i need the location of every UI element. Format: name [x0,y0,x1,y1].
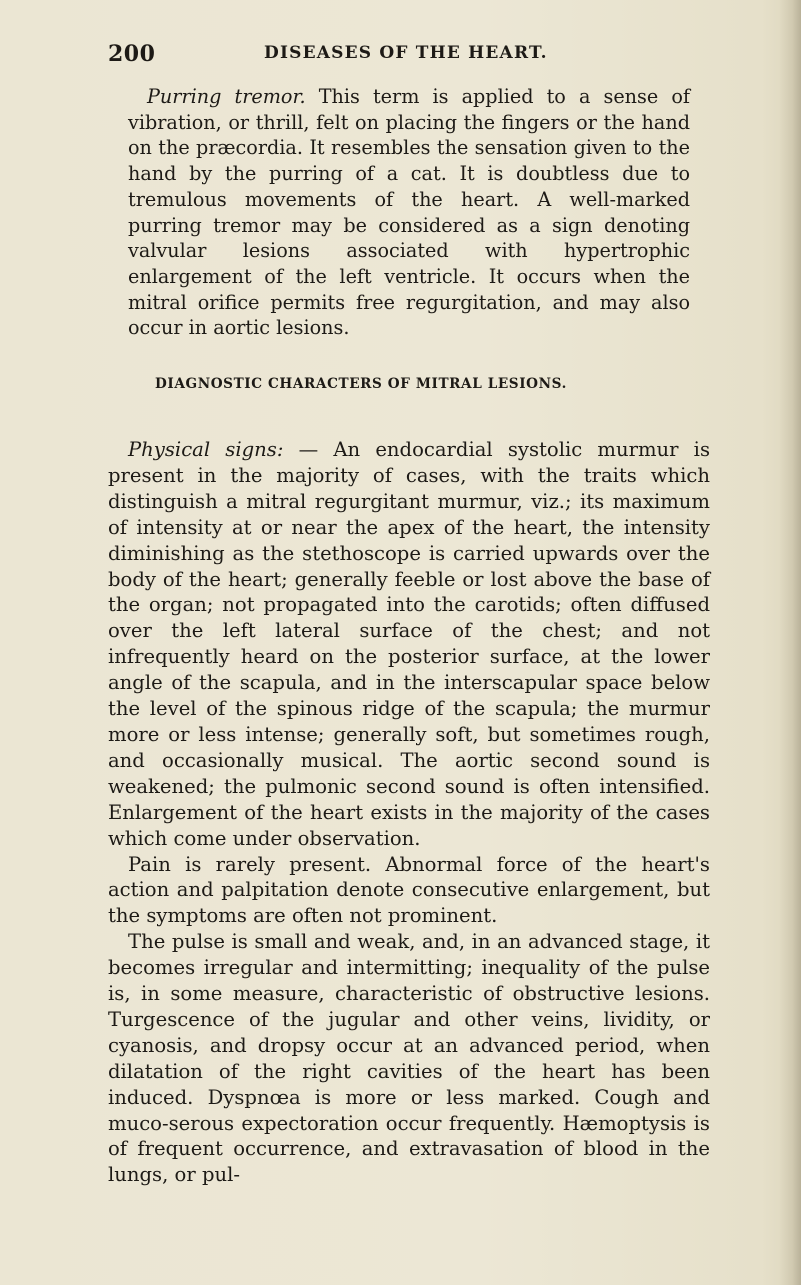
purring-tremor-text: This term is applied to a sense of vibration, or thrill, felt on placing the fingers or the hand on the præcordia. It resembles the sensation given to the hand by the purring of a cat. It is doubtless due to tremulous movements of the heart. A well-marked purring tremor may be considered as a sign denoting valvular lesions associated with hypertrophic enlargement of the left ventricle. It occurs when the mitral orifice permits free regurgitation, and may also occur in aortic lesions. [128,85,690,340]
purring-tremor-lead: Purring tremor. [147,85,306,108]
running-title: DISEASES OF THE HEART. [264,43,548,63]
physical-signs-paragraph [108,437,710,852]
page-edge-shadow [779,0,801,1285]
purring-tremor-paragraph [128,84,690,341]
section-heading: DIAGNOSTIC CHARACTERS OF MITRAL LESIONS. [155,376,567,392]
mitral-lesions-section [108,437,710,1188]
physical-signs-lead: Physical signs: [128,438,284,461]
running-head [108,41,710,71]
purring-tremor-section [128,84,690,341]
physical-signs-text: — An endocardial systolic murmur is present in the majority of cases, with the traits which distinguish a mitral regurgitant murmur, viz.; its maximum of intensity at or near the apex of the heart, the intensity diminishing as the stethoscope is carried upwards over the body of the heart; generally feeble or lost above the base of the organ; not propagated into the carotids; often diffused over the left lateral surface of the chest; and not infrequently heard on the posterior surface, at the lower angle of the scapula, and in the interscapular space below the level of the spinous ridge of the scapula; the murmur more or less intense; generally soft, but sometimes rough, and occasionally musical. The aortic second sound is weakened; the pulmonic second sound is often intensified. Enlargement of the heart exists in the majority of the cases which come under observation. [108,438,711,850]
pain-paragraph: Pain is rarely present. Abnormal force of the heart's action and palpitation denote consecutive enlargement, but the symptoms are often not prominent. [108,852,710,928]
pulse-paragraph: The pulse is small and weak, and, in an advanced stage, it becomes irregular and intermitting; inequality of the pulse is, in some measure, characteristic of obstructive lesions. Turgescence of the jugular and other veins, lividity, or cyanosis, and dropsy occur at an advanced period, when dilatation of the right cavities of the heart has been induced. Dyspnœa is more or less marked. Cough and muco-serous expectoration occur frequently. Hæmoptysis is of frequent occurrence, and extravasation of blood in the lungs, or pul- [108,930,710,1187]
page-number: 200 [108,41,156,67]
